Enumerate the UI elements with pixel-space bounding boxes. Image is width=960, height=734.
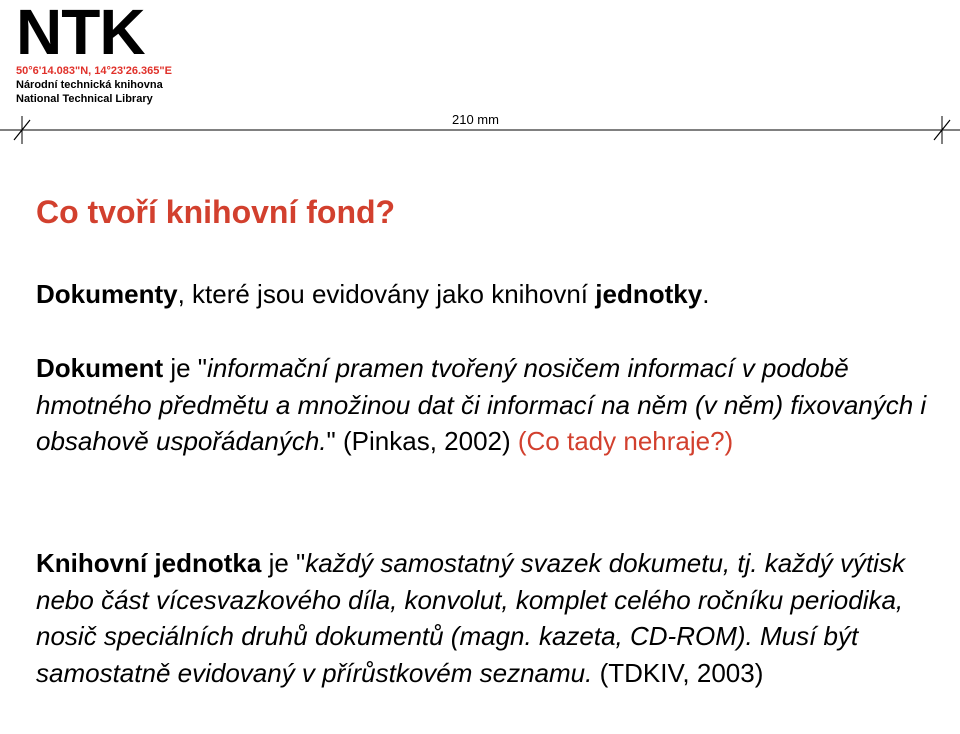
- p1-text: , které jsou evidovány jako knihovní: [177, 279, 596, 309]
- p3-quote: každý samostatný svazek dokumetu, tj. každý výtisk nebo část vícesvazkového díla, konvolut, komplet celého ročníku periodika, nosič speciálních druhů dokumentů (magn. kazeta, CD-ROM). Musí být samostatně evidovaný v přírůstkovém seznamu.: [36, 548, 905, 688]
- term-dokumenty: Dokumenty: [36, 279, 178, 309]
- dimension-label: 210 mm: [452, 112, 499, 127]
- term-knihovni-jednotka: Knihovní jednotka: [36, 548, 262, 578]
- p2-citation: " (Pinkas, 2002): [326, 426, 518, 456]
- term-dokument: Dokument: [36, 353, 164, 383]
- paragraph-documents: [36, 276, 709, 313]
- slide-content: [36, 192, 936, 688]
- p2-note: (Co tady nehraje?): [517, 426, 734, 456]
- term-jednotky: jednotky: [595, 279, 703, 309]
- p3-citation: (TDKIV, 2003): [592, 657, 764, 688]
- p3-text: je ": [261, 548, 306, 578]
- logo-mark: NTK: [16, 0, 145, 68]
- logo-name-en: National Technical Library: [16, 93, 153, 105]
- logo-name-cz: Národní technická knihovna: [16, 79, 163, 91]
- ntk-logo: [16, 2, 172, 106]
- paragraph-document-definition: [36, 350, 936, 460]
- dimension-line: [0, 108, 960, 148]
- slide-heading: Co tvoří knihovní fond?: [36, 194, 396, 230]
- paragraph-library-unit-definition: [36, 545, 936, 691]
- p2-text: je ": [163, 353, 208, 383]
- logo-coordinates: 50°6'14.083"N, 14°23'26.365"E: [16, 65, 172, 77]
- p2-quote: informační pramen tvořený nosičem informací v podobě hmotného předmětu a množinou dat či informací na něm (v něm) fixovaných i obsahově uspořádaných.: [36, 353, 927, 456]
- p1-end: .: [702, 279, 710, 309]
